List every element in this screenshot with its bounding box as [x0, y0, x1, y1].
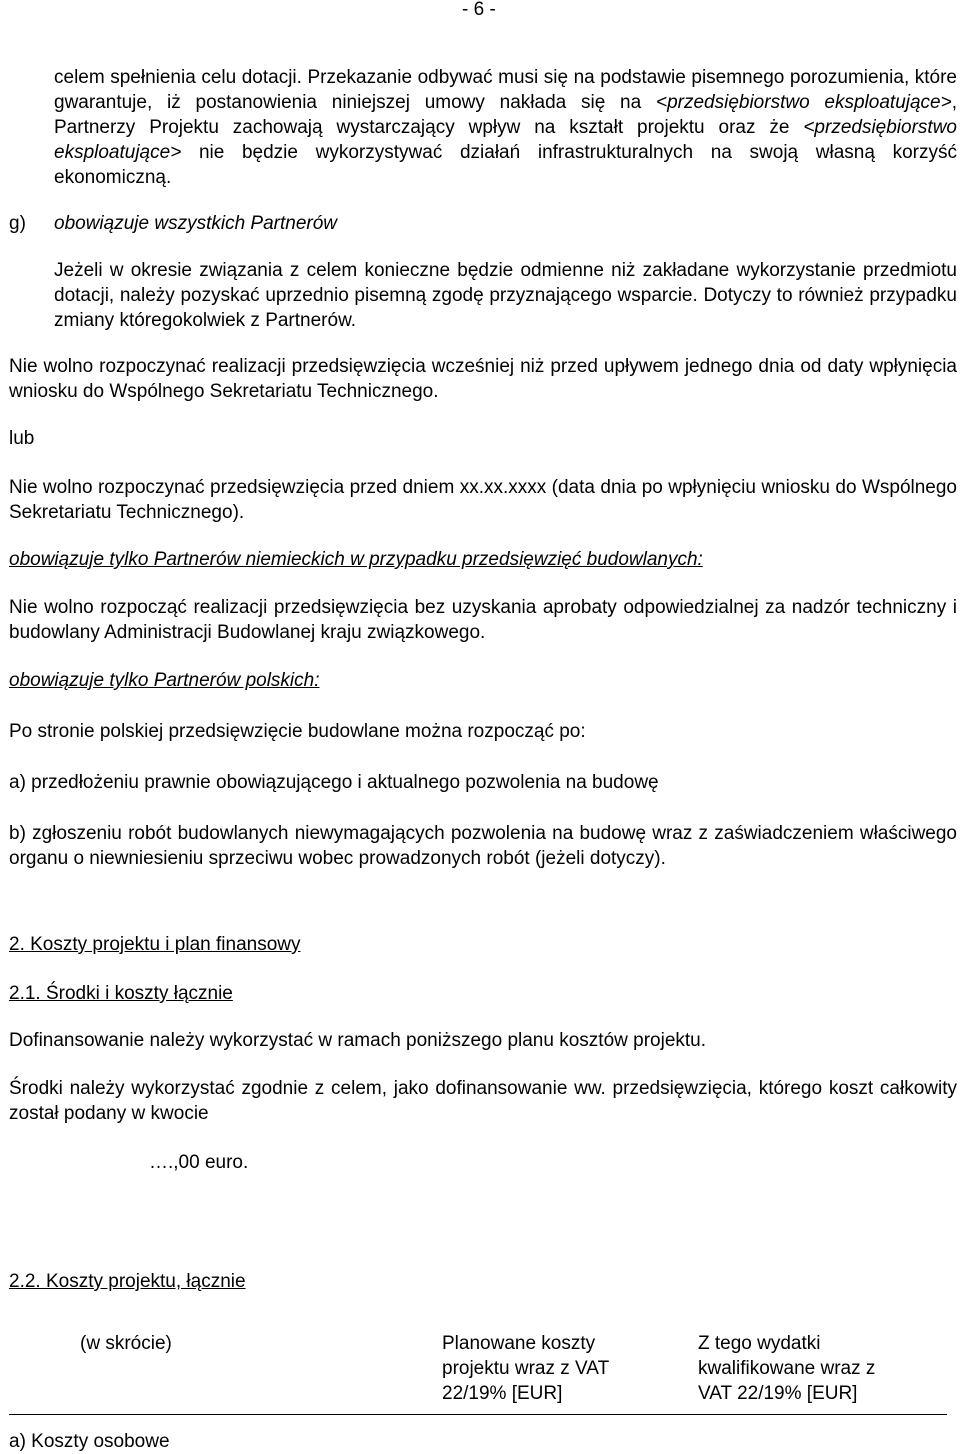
start-rule-2: Nie wolno rozpoczynać przedsięwzięcia przed dniem xx.xx.xxxx (data dnia po wpłynięciu wniosku do Wspólnego Sekretariatu Technicznego).	[9, 477, 957, 523]
polish-partners-heading: obowiązuje tylko Partnerów polskich:	[9, 670, 320, 691]
section-2-1-para-2: Środki należy wykorzystać zgodnie z celem, jako dofinansowanie ww. przedsięwzięcia, którego koszt całkowity został podany w kwocie	[9, 1078, 957, 1124]
operator-term-2: <przedsiębiorstwo eksploatujące>	[54, 117, 957, 163]
section-2-1-heading: 2.1. Środki i koszty łącznie	[9, 983, 233, 1004]
operator-term-1: <przedsiębiorstwo eksploatujące>	[655, 92, 952, 113]
eligible-costs-line-3: VAT 22/19% [EUR]	[698, 1383, 858, 1404]
section-g-body-2: Dotyczy to również przypadku zmiany któregokolwiek z Partnerów.	[54, 285, 957, 331]
section-g-body-1: Jeżeli w okresie związania z celem konieczne będzie odmienne niż zakładane wykorzystanie przedmiotu dotacji, należy pozyskać uprzednio pisemną zgodę przyznającego wsparcie.	[54, 260, 957, 306]
section-2-1-para-1: Dofinansowanie należy wykorzystać w ramach poniższego planu kosztów projektu.	[9, 1030, 707, 1051]
page-number: - 6 -	[462, 0, 496, 20]
intro-paragraph	[54, 65, 957, 190]
table-header-rule	[9, 1414, 947, 1415]
polish-item-b: b) zgłoszeniu robót budowlanych niewymagających pozwolenia na budowę wraz z zaświadczeniem właściwego organu o niewniesieniu sprzeciwu wobec prowadzonych robót (jeżeli dotyczy).	[9, 823, 957, 869]
intro-text-2: Przekazanie odbywać musi się na podstawie pisemnego porozumienia, które gwarantuje, iż postanowienia niniejszej umowy nakłada się na	[54, 67, 957, 113]
table-col-eligible-costs-header	[698, 1331, 875, 1406]
planned-costs-line-3: 22/19% [EUR]	[442, 1383, 563, 1404]
section-2-2-heading: 2.2. Koszty projektu, łącznie	[9, 1271, 246, 1292]
amount-value: ….,00 euro.	[149, 1152, 249, 1173]
or-label: lub	[9, 428, 35, 449]
section-2-heading: 2. Koszty projektu i plan finansowy	[9, 934, 301, 955]
eligible-costs-line-1: Z tego wydatki	[698, 1333, 821, 1354]
polish-intro: Po stronie polskiej przedsięwzięcie budowlane można rozpocząć po:	[9, 721, 586, 742]
planned-costs-line-2: projektu wraz z VAT	[442, 1358, 610, 1379]
planned-costs-line-1: Planowane koszty	[442, 1333, 596, 1354]
eligible-costs-line-2: kwalifikowane wraz z	[698, 1358, 876, 1379]
german-partners-heading: obowiązuje tylko Partnerów niemieckich w przypadku przedsięwzięć budowlanych:	[9, 549, 703, 570]
section-g-marker: g)	[9, 213, 26, 234]
start-rule-1: Nie wolno rozpoczynać realizacji przedsięwzięcia wcześniej niż przed upływem jednego dnia od daty wpłynięcia wniosku do Wspólnego Sekretariatu Technicznego.	[9, 356, 957, 402]
german-partners-body: Nie wolno rozpocząć realizacji przedsięwzięcia bez uzyskania aprobaty odpowiedzialnej za nadzór techniczny i budowlany Administracji Budowlanej kraju związkowego.	[9, 597, 957, 643]
table-col-planned-costs-header	[442, 1331, 609, 1406]
section-g-body	[54, 258, 957, 333]
table-row-personnel-costs: a) Koszty osobowe	[9, 1431, 170, 1452]
polish-item-a: a) przedłożeniu prawnie obowiązującego i aktualnego pozwolenia na budowę	[9, 772, 659, 793]
section-g-heading: obowiązuje wszystkich Partnerów	[54, 213, 338, 234]
table-col-description-header: (w skrócie)	[80, 1333, 172, 1354]
intro-text-6: nie będzie wykorzystywać działań infrastrukturalnych na swoją własną korzyść ekonomiczną.	[54, 142, 957, 188]
intro-text-4: , Partnerzy Projektu zachowają wystarczający wpływ na kształt projektu oraz że	[54, 92, 957, 138]
intro-text-1: celem spełnienia celu dotacji.	[54, 67, 302, 88]
